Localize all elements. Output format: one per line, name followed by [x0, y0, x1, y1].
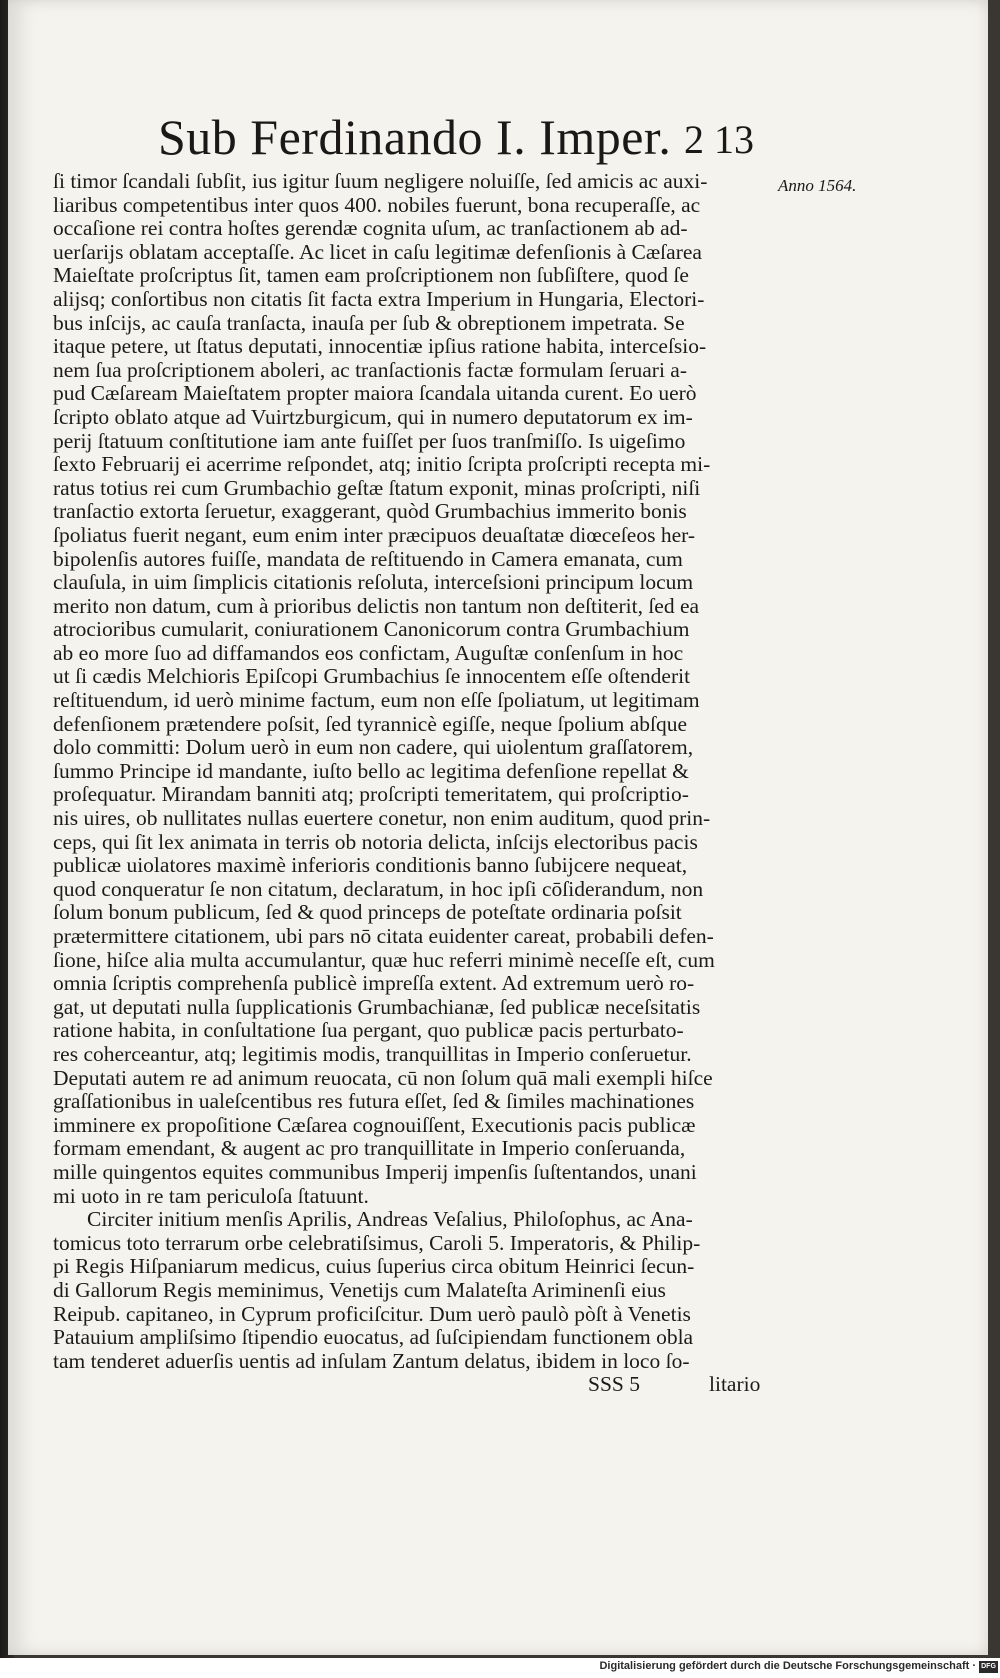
- text-line: perij ſtatuum conſtitutione iam ante fuiſſet per ſuos tranſmiſſo. Is uigeſimo: [53, 429, 686, 453]
- text-line: atrocioribus cumularit, coniurationem Canonicorum contra Grumbachium: [53, 618, 690, 642]
- digitization-footer: [0, 1658, 1000, 1678]
- text-line: pud Cæſaream Maieſtatem propter maiora ſcandala uitanda curent. Eo uerò: [53, 382, 697, 406]
- text-line: tranſactio extorta ſeruetur, exaggerant, quòd Grumbachius immerito bonis: [53, 500, 687, 524]
- text-line: gat, ut deputati nulla ſupplicationis Grumbachianæ, ſed publicæ neceſsitatis: [53, 995, 701, 1019]
- text-line: ſione, hiſce alia multa accumulantur, quæ huc referri minimè neceſſe eſt, cum: [53, 948, 715, 972]
- text-line: prætermittere citationem, ubi pars nō citata euidenter careat, probabili defen-: [53, 925, 714, 948]
- text-line: tomicus toto terrarum orbe celebratiſsimus, Caroli 5. Imperatoris, & Philip-: [53, 1231, 701, 1255]
- text-line: clauſula, in uim ſimplicis citationis reſoluta, interceſsioni principum locum: [53, 571, 694, 595]
- text-line: liaribus competentibus inter quos 400. nobiles fuerunt, bona recuperaſſe, ac: [53, 193, 701, 217]
- text-line: bipolenſis autores fuiſſe, mandata de reſtituendo in Camera emanata, cum: [53, 547, 683, 571]
- text-line: Maieſtate proſcriptus ſit, tamen eam proſcriptionem non ſubſiſtere, quod ſe: [53, 264, 689, 288]
- dfg-logo: DFG: [979, 1661, 998, 1673]
- text-line: formam emendant, & augent ac pro tranquillitate in Imperio conſeruanda,: [53, 1137, 686, 1161]
- text-line: ſi timor ſcandali ſubſit, ius igitur ſuum negligere noluiſſe, ſed amicis ac auxi-: [53, 170, 708, 193]
- text-line: imminere ex propoſitione Cæſarea cognouiſſent, Executionis pacis publicæ: [53, 1113, 696, 1137]
- text-line: Reipub. capitaneo, in Cyprum proficiſcitur. Dum uerò paulò pòſt à Venetis: [53, 1302, 691, 1326]
- text-line: di Gallorum Regis meminimus, Venetijs cum Malateſta Ariminenſi eius: [53, 1278, 666, 1302]
- text-line: nis uires, ob nullitates nullas euertere conetur, non enim auditum, quod prin-: [53, 807, 711, 831]
- text-line: ab eo more ſuo ad diffamandos eos confictam, Auguſtæ conſenſum in hoc: [53, 641, 684, 665]
- text-line: graſſationibus in ualeſcentibus res futura eſſet, ſed & ſimiles machinationes: [53, 1090, 695, 1114]
- text-line: Deputati autem re ad animum reuocata, cū non ſolum quā mali exempli hiſce: [53, 1066, 713, 1090]
- text-line: bus inſcijs, ac cauſa tranſacta, inauſa per ſub & obreptionem impetrata. Se: [53, 311, 685, 335]
- text-line: proſequatur. Mirandam banniti atq; proſcripti temeritatem, qui proſcriptio-: [53, 783, 689, 807]
- text-line: omnia ſcriptis comprehenſa publicè impreſſa extent. Ad extremum uerò ro-: [53, 972, 695, 996]
- text-line: ſpoliatus fuerit negant, eum enim inter præcipuos deuaſtatæ diœceſeos her-: [53, 523, 695, 547]
- text-line: publicæ uiolatores maximè inferioris conditionis banno ſubijcere nequeat,: [53, 854, 688, 878]
- signature-line: [53, 1373, 783, 1397]
- text-line: ſolum bonum publicum, ſed & quod princeps de poteſtate ordinaria poſsit: [53, 901, 682, 925]
- text-line: defenſionem prætendere poſsit, ſed tyrannicè egiſſe, neque ſpolium abſque: [53, 712, 688, 736]
- text-line: merito non datum, cum à prioribus delictis non tantum non deſtiterit, ſed ea: [53, 594, 700, 618]
- text-line: ſexto Februarij ei acerrime reſpondet, atq; initio ſcripta proſcripti recepta mi-: [53, 453, 711, 477]
- text-line: itaque petere, ut ſtatus deputati, innocentiæ ipſius ratione habita, interceſsio-: [53, 335, 707, 359]
- body-text: [53, 170, 783, 1397]
- text-line: ratus totius rei cum Grumbachio geſtæ ſtatum exponit, minas proſcripti, niſi: [53, 476, 701, 500]
- text-line: uerſarijs oblatam acceptaſſe. Ac licet in caſu legitimæ defenſionis à Cæſarea: [53, 240, 702, 264]
- text-line: reſtituendum, id uerò minime factum, eum non eſſe ſpoliatum, ut legitimam: [53, 689, 700, 713]
- signature-mark: SSS 5: [588, 1373, 640, 1397]
- page-number: 2 13: [684, 117, 754, 162]
- text-line: pi Regis Hiſpaniarum medicus, cuius ſuperius circa obitum Heinrici ſecun-: [53, 1255, 695, 1279]
- text-line: dolo committi: Dolum uerò in eum non cadere, qui uiolentum graſſatorem,: [53, 736, 694, 760]
- text-line: occaſione rei contra hoſtes gerendæ cognita uſum, ac tranſactionem ab ad-: [53, 217, 688, 241]
- margin-note-year: Anno 1564.: [778, 176, 857, 195]
- footer-credit: Digitalisierung gefördert durch die Deutsche Forschungsgemeinschaft ·: [599, 1660, 976, 1672]
- running-title: Sub Ferdinando I. Imper.: [158, 109, 672, 165]
- catchword: litario: [709, 1373, 761, 1397]
- text-line: quod conqueratur ſe non citatum, declaratum, in hoc ipſi cōſiderandum, non: [53, 877, 704, 901]
- text-line: res coherceantur, atq; legitimis modis, tranquillitas in Imperio conſeruetur.: [53, 1042, 692, 1066]
- text-line: ratione habita, in conſultatione ſua pergant, quo publicæ pacis perturbato-: [53, 1019, 684, 1043]
- text-line: alijsq; conſortibus non citatis ſit facta extra Imperium in Hungaria, Electori-: [53, 287, 705, 311]
- text-line: ut ſi cædis Melchioris Epiſcopi Grumbachius ſe innocentem eſſe oſtenderit: [53, 665, 691, 689]
- text-line: ceps, qui ſit lex animata in terris ob notoria delicta, inſcijs electoribus pacis: [53, 830, 698, 854]
- text-line: ſcripto oblato atque ad Vuirtzburgicum, qui in numero deputatorum ex im-: [53, 405, 693, 429]
- text-line: tam tenderet aduerſis uentis ad inſulam Zantum delatus, ibidem in loco ſo-: [53, 1349, 690, 1373]
- text-line: Patauium ampliſsimo ſtipendio euocatus, ad ſuſcipiendam functionem obla: [53, 1326, 694, 1350]
- text-line: mi uoto in re tam periculoſa ſtatuunt.: [53, 1184, 369, 1208]
- text-line: Circiter initium menſis Aprilis, Andreas Veſalius, Philoſophus, ac Ana-: [87, 1208, 693, 1232]
- text-line: nem ſua proſcriptionem aboleri, ac tranſactionis factæ formulam ſeruari a-: [53, 358, 687, 382]
- book-page: [8, 0, 988, 1655]
- text-line: mille quingentos equites communibus Imperij impenſis ſuſtentandos, unani: [53, 1160, 697, 1184]
- text-line: ſummo Principe id mandante, iuſto bello ac legitima defenſione repellat &: [53, 759, 689, 783]
